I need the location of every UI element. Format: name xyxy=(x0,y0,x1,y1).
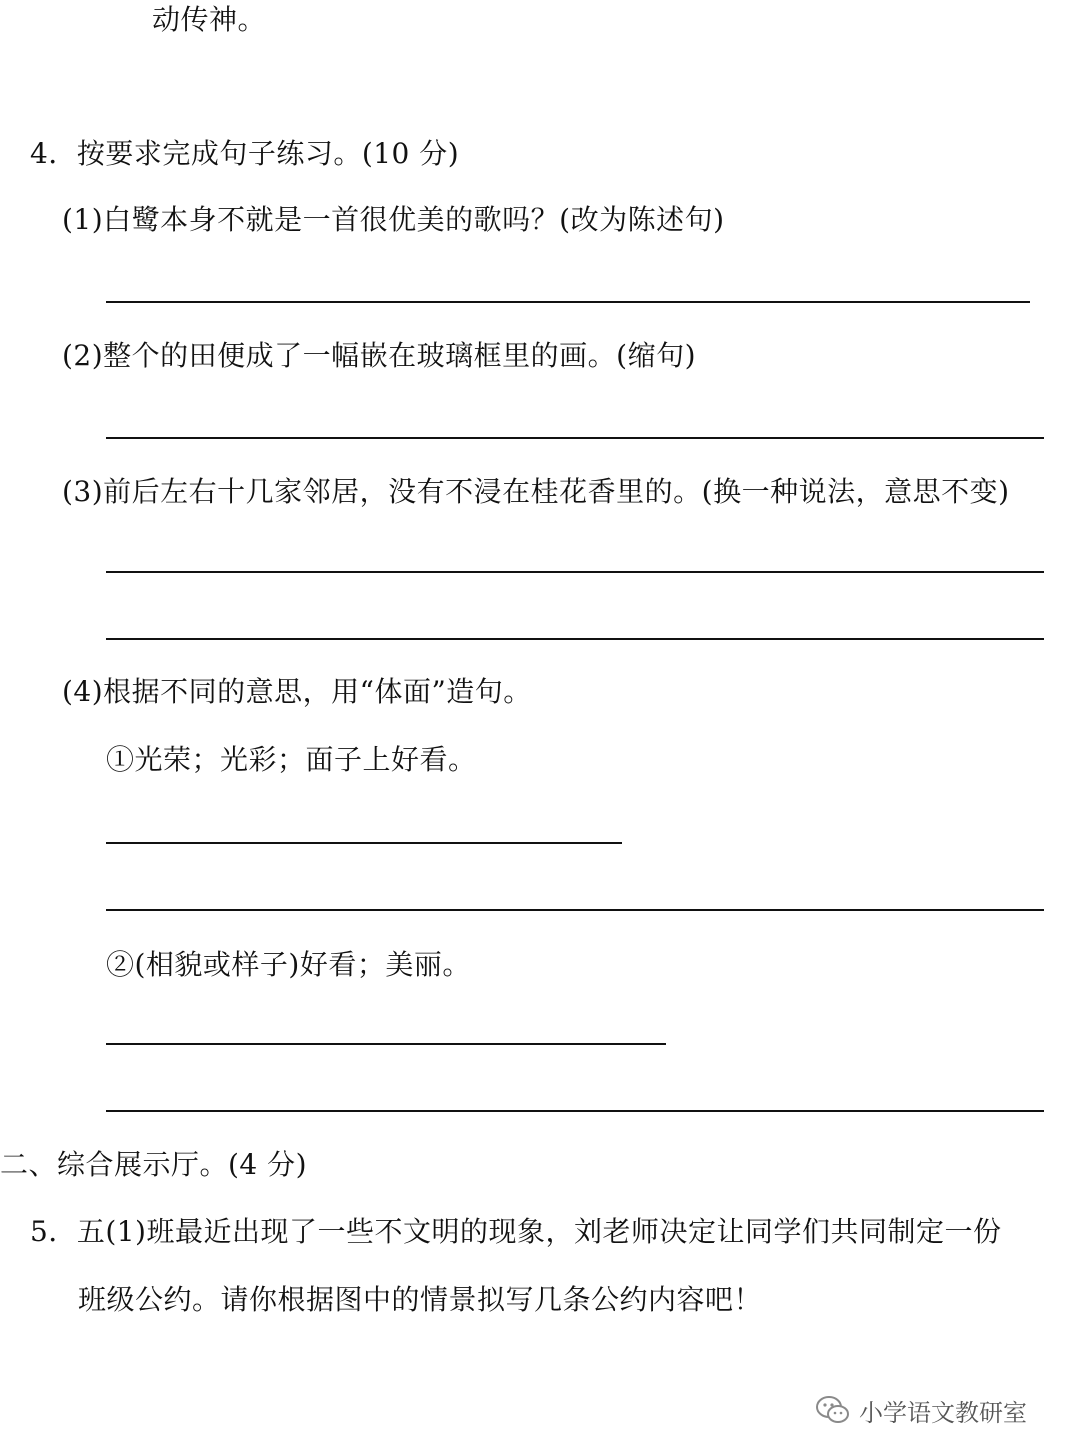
answer-line-4-4a-2[interactable] xyxy=(106,909,1044,911)
watermark xyxy=(815,1390,1027,1430)
question-4-3-prompt: (3)前后左右十几家邻居，没有不浸在桂花香里的。(换一种说法，意思不变) xyxy=(62,475,1010,508)
answer-line-4-4b-1[interactable] xyxy=(106,1043,666,1045)
answer-line-4-3a[interactable] xyxy=(106,571,1044,573)
answer-line-4-4b-2[interactable] xyxy=(106,1110,1044,1112)
question-4-4-prompt: (4)根据不同的意思，用“体面”造句。 xyxy=(62,675,532,708)
carryover-line: 动传神。 xyxy=(152,3,267,36)
wechat-icon xyxy=(815,1395,851,1425)
answer-line-4-2[interactable] xyxy=(106,437,1044,439)
question-4-1-prompt: (1)白鹭本身不就是一首很优美的歌吗？(改为陈述句) xyxy=(62,203,725,236)
question-4-4-meaning-2: ②(相貌或样子)好看；美丽。 xyxy=(106,948,471,981)
question-4-2-prompt: (2)整个的田便成了一幅嵌在玻璃框里的画。(缩句) xyxy=(62,339,697,372)
question-4-heading: 4．按要求完成句子练习。(10 分) xyxy=(30,137,460,170)
answer-line-4-1[interactable] xyxy=(106,301,1030,303)
answer-line-4-4a-1[interactable] xyxy=(106,842,622,844)
question-5-line-2: 班级公约。请你根据图中的情景拟写几条公约内容吧！ xyxy=(78,1283,763,1316)
question-5-line-1: 5．五(1)班最近出现了一些不文明的现象，刘老师决定让同学们共同制定一份 xyxy=(30,1215,1002,1248)
answer-line-4-3b[interactable] xyxy=(106,638,1044,640)
section-2-heading: 二、综合展示厅。(4 分) xyxy=(0,1148,308,1181)
watermark-text: 小学语文教研室 xyxy=(859,1398,1027,1427)
question-4-4-meaning-1: ①光荣；光彩；面子上好看。 xyxy=(106,743,477,776)
